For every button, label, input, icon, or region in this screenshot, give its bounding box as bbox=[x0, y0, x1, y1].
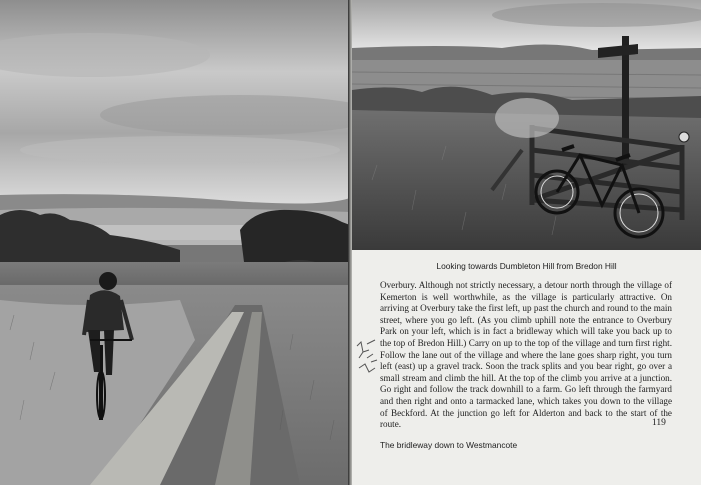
bicycle-gate-photo bbox=[352, 0, 701, 250]
route-description-text bbox=[380, 280, 672, 431]
left-page bbox=[0, 0, 350, 485]
route-description-paragraph: Overbury. Although not strictly necessary, a detour north through the village of Kemerton is well worthwhile, as the village is particularly attractive. On arriving at Overbury take the first left, up past the church and round to the main street, where you go left. (As you climb uphill note the entrance to Overbury Park on your left, which is in fact a bridleway which will take you back up to the top of Bredon Hill.) Carry on up to the top of the village and turn first right. Follow the lane out of the village and where the lane goes sharp right, you turn left (east) up a gravel track. Soon the track splits and you bear right, go over a small stream and climb the hill. At the top of the climb you arrive at a junction. Go right and follow the track downhill to a farm. Go left through the farmyard and then right and onto a tarmacked lane, which takes you down to the village of Beckford. At the junction go left for Alderton and back to the start of the route. bbox=[380, 280, 672, 430]
page-number: 119 bbox=[652, 418, 666, 428]
top-photo-caption: Looking towards Dumbleton Hill from Bredon Hill bbox=[436, 261, 617, 271]
bottom-photo-caption: The bridleway down to Westmancote bbox=[380, 440, 518, 450]
right-page bbox=[352, 0, 701, 485]
handwritten-margin-note bbox=[353, 338, 381, 378]
cyclist-bridleway-photo bbox=[0, 0, 350, 485]
